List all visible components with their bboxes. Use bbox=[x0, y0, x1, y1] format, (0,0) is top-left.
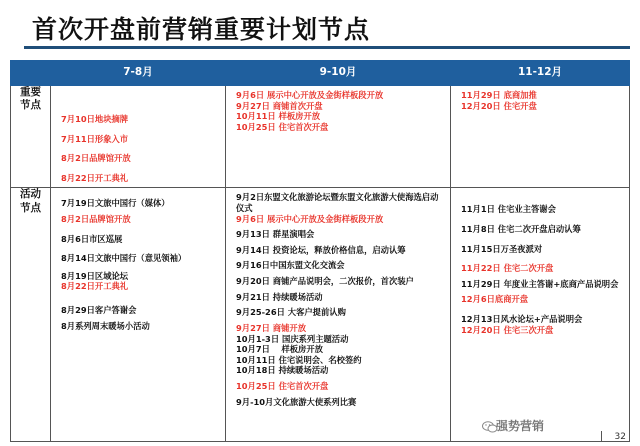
list-item: 11月29日 年度业主答谢+底商产品说明会 bbox=[461, 278, 619, 289]
list-item: 8月2日品牌馆开放 bbox=[61, 214, 131, 225]
list-item: 9月13日 群星演唱会 bbox=[236, 229, 315, 240]
row-label-key-nodes: 重要 节点 bbox=[11, 86, 51, 188]
list-item: 9月27日 商铺首次开盘 bbox=[236, 100, 323, 111]
row-label-activity-nodes: 活动 节点 bbox=[11, 188, 51, 442]
list-item: 8月22日开工典礼 bbox=[61, 281, 129, 292]
marketing-plan-table bbox=[10, 60, 630, 442]
table-row-key-nodes bbox=[11, 86, 630, 188]
list-item: 10月18日 持续暖场活动 bbox=[236, 365, 329, 376]
header-nov-dec: 11-12月 bbox=[451, 61, 630, 86]
list-item: 9月20日 商铺产品说明会，二次报价，首次装户 bbox=[236, 276, 414, 287]
activity-nodes-nov-dec bbox=[451, 188, 630, 442]
page-divider bbox=[601, 431, 602, 442]
list-item: 8月系列周末暖场小活动 bbox=[61, 320, 150, 331]
list-item: 11月29日 底商加推 bbox=[461, 90, 537, 100]
list-item: 8月6日市区巡展 bbox=[61, 233, 123, 244]
activity-nodes-sep-oct bbox=[226, 188, 451, 442]
header-corner bbox=[11, 61, 51, 86]
list-item: 8月14日文旅中国行（意见领袖） bbox=[61, 253, 187, 264]
list-item: 9月16日中国东盟文化交流会 bbox=[236, 260, 345, 271]
list-item: 12月20日 住宅三次开盘 bbox=[461, 324, 554, 335]
list-item: 8月2日品牌馆开放 bbox=[61, 153, 131, 164]
list-item: 7月10日地块摘牌 bbox=[61, 114, 129, 124]
activity-nodes-jul-aug bbox=[51, 188, 226, 442]
list-item: 12月13日风水论坛+产品说明会 bbox=[461, 314, 583, 325]
list-item: 12月20日 住宅开盘 bbox=[461, 100, 537, 111]
list-item: 9月21日 持续暖场活动 bbox=[236, 291, 323, 302]
list-item: 10月7日 样板房开放 bbox=[236, 344, 323, 355]
list-item: 11月22日 住宅二次开盘 bbox=[461, 263, 554, 274]
list-item: 12月6日底商开盘 bbox=[461, 294, 529, 305]
list-item: 9月6日 展示中心开放及金街样板段开放 bbox=[236, 90, 384, 100]
header-jul-aug: 7-8月 bbox=[51, 61, 226, 86]
list-item: 8月29日客户答谢会 bbox=[61, 305, 137, 316]
list-item: 8月22日开工典礼 bbox=[61, 172, 129, 183]
key-nodes-jul-aug bbox=[51, 86, 226, 188]
table-header-row bbox=[11, 61, 630, 86]
list-item: 10月1-3日 国庆系列主题活动 bbox=[236, 333, 349, 344]
key-nodes-nov-dec bbox=[451, 86, 630, 188]
list-item: 8月19日区域论坛 bbox=[61, 270, 129, 281]
list-item: 9月2日东盟文化旅游论坛暨东盟文化旅游大使海选启动仪式 bbox=[236, 192, 439, 214]
list-item: 11月8日 住宅二次开盘启动认筹 bbox=[461, 224, 581, 235]
list-item: 11月15日万圣夜派对 bbox=[461, 243, 543, 254]
page-number: 32 bbox=[614, 432, 626, 442]
list-item: 9月-10月文化旅游大使系列比赛 bbox=[236, 396, 357, 407]
list-item: 7月19日文旅中国行（媒体） bbox=[61, 198, 170, 209]
brand-watermark: 强势营销 bbox=[495, 419, 544, 433]
table-row-activity-nodes bbox=[11, 188, 630, 442]
list-item: 10月25日 住宅首次开盘 bbox=[236, 121, 329, 132]
header-sep-oct: 9-10月 bbox=[226, 61, 451, 86]
list-item: 11月1日 住宅业主答谢会 bbox=[461, 204, 556, 215]
list-item: 7月11日形象入市 bbox=[61, 133, 129, 144]
list-item: 10月25日 住宅首次开盘 bbox=[236, 380, 329, 391]
list-item: 9月14日 投资论坛，释放价格信息，启动认筹 bbox=[236, 244, 406, 255]
list-item: 10月11日 住宅说明会、名校签约 bbox=[236, 354, 362, 365]
key-nodes-sep-oct bbox=[226, 86, 451, 188]
page-title: 首次开盘前营销重要计划节点 bbox=[32, 15, 371, 44]
title-underline bbox=[24, 46, 630, 49]
list-item: 9月25-26日 大客户提前认购 bbox=[236, 307, 346, 318]
list-item: 9月27日 商铺开放 bbox=[236, 322, 306, 333]
list-item: 10月11日 样板房开放 bbox=[236, 111, 321, 122]
list-item: 9月6日 展示中心开放及金街样板段开放 bbox=[236, 213, 384, 224]
